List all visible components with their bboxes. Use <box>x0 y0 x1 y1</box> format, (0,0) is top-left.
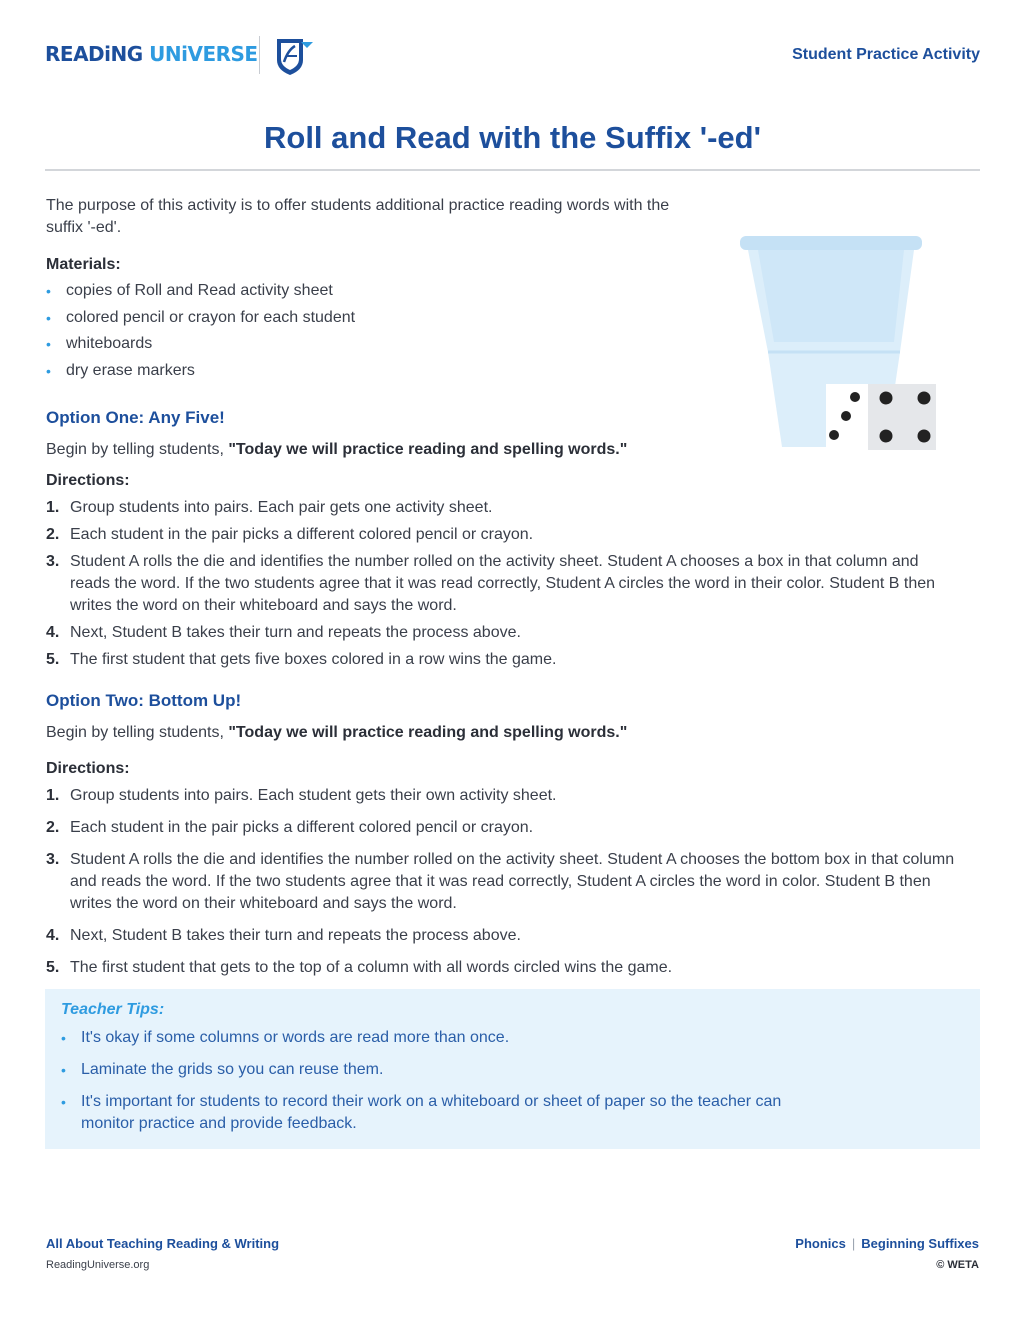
list-item: • whiteboards <box>46 331 355 358</box>
list-item: • colored pencil or crayon for each student <box>46 305 355 332</box>
activity-type-label: Student Practice Activity <box>792 46 980 63</box>
footer-series-title: All About Teaching Reading & Writing <box>46 1236 280 1251</box>
footer-copyright: © WETA <box>936 1259 979 1271</box>
list-item: 4. Next, Student B takes their turn and repeats the process above. <box>46 624 521 641</box>
reading-universe-logo <box>45 42 258 66</box>
materials-label: Materials: <box>46 256 121 273</box>
footer-topic: Beginning Suffixes <box>861 1236 979 1251</box>
option-one-directions-label: Directions: <box>46 472 130 489</box>
step-text: Each student in the pair picks a different colored pencil or crayon. <box>70 526 534 543</box>
teacher-tips-box <box>45 989 980 1149</box>
begin-prefix: Begin by telling students, <box>46 724 229 741</box>
list-item: 2. Each student in the pair picks a different colored pencil or crayon. <box>46 819 534 836</box>
cup-and-dice-illustration <box>736 232 946 457</box>
step-text: Each student in the pair picks a different colored pencil or crayon. <box>70 819 534 836</box>
list-item: 3. Student A rolls the die and identifies the number rolled on the activity sheet. Student A chooses the bottom box in that column and reads the word. If the two students agree that it was read correctly, Student A circles the word in color. Student B then writes the word on their whiteboard and says the word. <box>46 851 955 912</box>
footer-url: ReadingUniverse.org <box>46 1259 150 1271</box>
list-item: 1. Group students into pairs. Each pair gets one activity sheet. <box>46 499 493 516</box>
logo-word-universe: UNiVERSE <box>149 42 258 66</box>
begin-quote: "Today we will practice reading and spelling words." <box>228 441 628 458</box>
step-text: Group students into pairs. Each pair gets one activity sheet. <box>70 499 493 516</box>
option-two-directions-label: Directions: <box>46 760 130 777</box>
step-text: Group students into pairs. Each student gets their own activity sheet. <box>70 787 557 804</box>
list-item: 4. Next, Student B takes their turn and repeats the process above. <box>46 927 521 944</box>
materials-list <box>46 278 355 385</box>
step-text: Next, Student B takes their turn and repeats the process above. <box>70 624 521 641</box>
option-one-heading: Option One: Any Five! <box>46 408 225 427</box>
page-header <box>45 34 980 78</box>
list-item: • Laminate the grids so you can reuse them. <box>61 1059 801 1081</box>
teacher-tips-list <box>61 1027 964 1135</box>
list-item: 1. Group students into pairs. Each student gets their own activity sheet. <box>46 787 557 804</box>
option-two-heading: Option Two: Bottom Up! <box>46 691 242 710</box>
aft-logo-icon <box>273 36 363 76</box>
option-two-steps <box>46 785 956 989</box>
list-item: • It's okay if some columns or words are read more than once. <box>61 1027 801 1049</box>
option-one-steps <box>46 497 956 676</box>
dice-icon <box>826 384 936 450</box>
logo-word-reading: READiNG <box>45 42 143 66</box>
footer-category-phonics: Phonics <box>795 1236 846 1251</box>
teacher-tips-title: Teacher Tips: <box>61 1001 165 1018</box>
step-text: The first student that gets to the top of a column with all words circled wins the game. <box>70 959 673 976</box>
list-item: 3. Student A rolls the die and identifies the number rolled on the activity sheet. Student A chooses a box in that column and reads the word. If the two students agree that it was read correctly, Student A circles the word in their color. Student B then writes the word on their whiteboard and says the word. <box>46 553 936 614</box>
list-item: 5. The first student that gets to the top of a column with all words circled wins the game. <box>46 959 673 976</box>
title-divider <box>45 169 980 171</box>
footer-category: Phonics | Beginning Suffixes <box>795 1236 979 1251</box>
intro-paragraph: The purpose of this activity is to offer students additional practice reading words with the suffix '-ed'. <box>46 197 670 236</box>
list-item: 5. The first student that gets five boxes colored in a row wins the game. <box>46 651 557 668</box>
option-one-intro <box>46 441 627 459</box>
list-item: 2. Each student in the pair picks a different colored pencil or crayon. <box>46 526 534 543</box>
list-item: • copies of Roll and Read activity sheet <box>46 278 355 305</box>
logo-divider <box>259 36 260 74</box>
list-item: • dry erase markers <box>46 358 355 385</box>
begin-quote: "Today we will practice reading and spelling words." <box>228 724 628 741</box>
begin-prefix: Begin by telling students, <box>46 441 229 458</box>
step-text: Student A rolls the die and identifies the number rolled on the activity sheet. Student A chooses a box in that column and reads the word. If the two students agree that it was read correctly, Student A circles the word in their color. Student B then writes the word on their whiteboard and says the word. <box>70 553 936 614</box>
step-text: Student A rolls the die and identifies the number rolled on the activity sheet. Student A chooses the bottom box in that column and reads the word. If the two students agree that it was read correctly, Student A circles the word in color. Student B then writes the word on their whiteboard and says the word. <box>70 851 955 912</box>
option-two-intro <box>46 724 627 742</box>
step-text: Next, Student B takes their turn and repeats the process above. <box>70 927 521 944</box>
page-title: Roll and Read with the Suffix '-ed' <box>264 120 761 155</box>
list-item: • It's important for students to record their work on a whiteboard or sheet of paper so the teacher can monitor practice and provide feedback. <box>61 1091 801 1135</box>
step-text: The first student that gets five boxes colored in a row wins the game. <box>70 651 557 668</box>
